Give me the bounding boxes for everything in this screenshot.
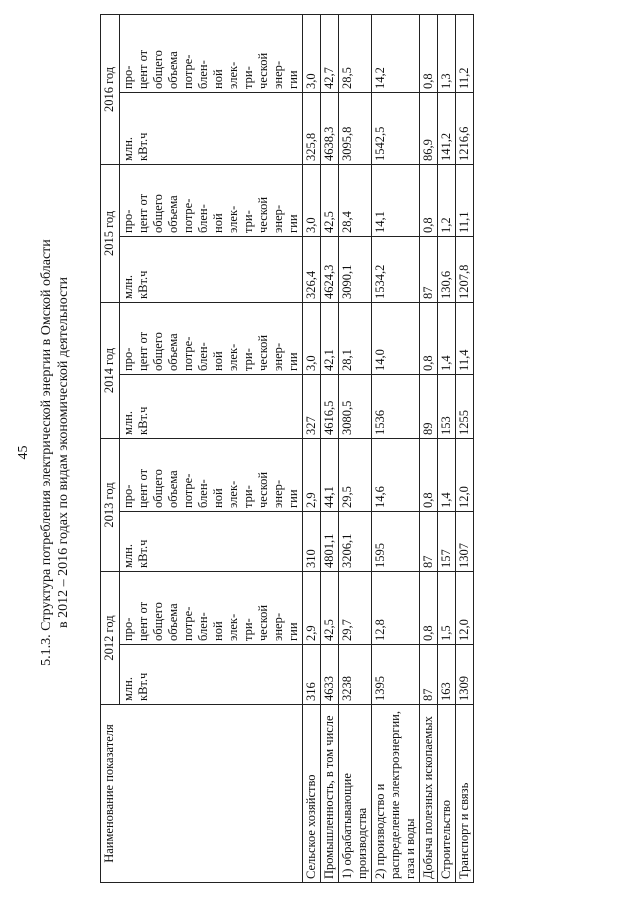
- header-percent-line: потре-: [181, 54, 195, 89]
- value-mln-kwh: 3090,1: [339, 236, 372, 302]
- value-percent: 14,1: [372, 164, 420, 236]
- row-label: Промышленность, в том числе: [321, 705, 339, 883]
- header-percent-line: объема: [166, 195, 180, 233]
- header-unit-line: млн.: [121, 136, 135, 161]
- value-mln-kwh: 1536: [372, 374, 420, 438]
- header-percent-line: про-: [121, 347, 135, 371]
- header-percent-line: ной: [211, 69, 225, 89]
- value-percent: 42,7: [321, 14, 339, 92]
- value-mln-kwh: 89: [420, 374, 438, 438]
- value-percent: 42,5: [321, 571, 339, 644]
- header-name-cell: Наименование показателя: [101, 705, 303, 883]
- value-percent: 12,8: [372, 571, 420, 644]
- header-percent-cell: [120, 438, 303, 511]
- header-percent-line: энер-: [271, 612, 285, 641]
- value-mln-kwh: 1307: [456, 511, 474, 571]
- row-label: Добыча полезных ископаемых: [420, 705, 438, 883]
- value-percent: 3,0: [303, 14, 321, 92]
- header-percent-line: объема: [166, 333, 180, 371]
- header-percent-line: три-: [241, 618, 255, 641]
- header-year-2012: 2012 год: [101, 571, 120, 704]
- header-percent-line: энер-: [271, 342, 285, 371]
- header-percent-line: общего: [151, 469, 165, 508]
- value-percent: 0,8: [420, 571, 438, 644]
- value-percent: 11,4: [456, 302, 474, 374]
- value-percent: 12,0: [456, 571, 474, 644]
- header-percent-line: энер-: [271, 60, 285, 89]
- value-mln-kwh: 326,4: [303, 236, 321, 302]
- header-year-2013: 2013 год: [101, 438, 120, 571]
- value-mln-kwh: 86,9: [420, 92, 438, 164]
- header-percent-line: потре-: [181, 336, 195, 371]
- table-row: [438, 14, 456, 882]
- value-mln-kwh: 1595: [372, 511, 420, 571]
- header-percent-line: объема: [166, 51, 180, 89]
- header-percent-line: цент от: [136, 601, 150, 641]
- header-percent-line: гии: [286, 489, 300, 508]
- value-mln-kwh: 87: [420, 645, 438, 705]
- header-percent-line: потре-: [181, 473, 195, 508]
- header-year-2016: 2016 год: [101, 14, 120, 164]
- header-percent-line: объема: [166, 603, 180, 641]
- value-mln-kwh: 316: [303, 645, 321, 705]
- header-unit-line: кВт.ч: [136, 270, 150, 299]
- value-percent: 28,4: [339, 164, 372, 236]
- value-mln-kwh: 87: [420, 236, 438, 302]
- header-percent-line: ной: [211, 213, 225, 233]
- header-unit-cell: [120, 645, 303, 705]
- header-percent-line: про-: [121, 209, 135, 233]
- header-percent-line: ной: [211, 621, 225, 641]
- value-percent: 11,2: [456, 14, 474, 92]
- header-percent-line: ческой: [256, 604, 270, 641]
- header-percent-line: блен-: [196, 612, 210, 641]
- value-percent: 44,1: [321, 438, 339, 511]
- header-percent-line: гии: [286, 352, 300, 371]
- table-row: [303, 14, 321, 882]
- value-mln-kwh: 1395: [372, 645, 420, 705]
- header-unit-line: кВт.ч: [136, 132, 150, 161]
- table-title: [38, 0, 72, 905]
- value-percent: 2,9: [303, 438, 321, 511]
- value-percent: 29,7: [339, 571, 372, 644]
- header-unit-cell: [120, 236, 303, 302]
- value-percent: 1,2: [438, 164, 456, 236]
- value-percent: 28,1: [339, 302, 372, 374]
- header-percent-line: объема: [166, 470, 180, 508]
- header-unit-line: кВт.ч: [136, 672, 150, 701]
- header-percent-line: общего: [151, 50, 165, 89]
- header-percent-line: общего: [151, 332, 165, 371]
- value-mln-kwh: 1534,2: [372, 236, 420, 302]
- header-percent-line: цент от: [136, 331, 150, 371]
- value-percent: 14,6: [372, 438, 420, 511]
- value-mln-kwh: 130,6: [438, 236, 456, 302]
- header-unit-line: млн.: [121, 274, 135, 299]
- value-mln-kwh: 87: [420, 511, 438, 571]
- value-mln-kwh: 4616,5: [321, 374, 339, 438]
- header-percent-line: потре-: [181, 198, 195, 233]
- header-percent-line: три-: [241, 485, 255, 508]
- table-header: [101, 14, 303, 882]
- header-year-2015: 2015 год: [101, 164, 120, 302]
- value-mln-kwh: 1542,5: [372, 92, 420, 164]
- header-percent-line: блен-: [196, 204, 210, 233]
- header-percent-line: гии: [286, 70, 300, 89]
- value-mln-kwh: 3095,8: [339, 92, 372, 164]
- header-percent-line: блен-: [196, 60, 210, 89]
- header-percent-cell: [120, 164, 303, 236]
- value-percent: 12,0: [456, 438, 474, 511]
- title-line-2: в 2012 – 2016 годах по видам экономической деятельности: [56, 277, 71, 628]
- row-label: Транспорт и связь: [456, 705, 474, 883]
- value-percent: 2,9: [303, 571, 321, 644]
- header-unit-line: кВт.ч: [136, 539, 150, 568]
- value-mln-kwh: 325,8: [303, 92, 321, 164]
- header-percent-line: три-: [241, 210, 255, 233]
- value-percent: 42,1: [321, 302, 339, 374]
- value-percent: 1,4: [438, 302, 456, 374]
- header-percent-line: энер-: [271, 204, 285, 233]
- header-percent-line: три-: [241, 66, 255, 89]
- header-percent-line: потре-: [181, 606, 195, 641]
- value-percent: 14,2: [372, 14, 420, 92]
- header-percent-line: ной: [211, 351, 225, 371]
- header-percent-line: гии: [286, 214, 300, 233]
- header-percent-line: блен-: [196, 479, 210, 508]
- row-label: 2) производство и распределение электроэнергии, газа и воды: [372, 705, 420, 883]
- value-percent: 0,8: [420, 438, 438, 511]
- value-percent: 42,5: [321, 164, 339, 236]
- row-label: Строительство: [438, 705, 456, 883]
- header-unit-line: млн.: [121, 544, 135, 568]
- table-body: [303, 14, 474, 882]
- value-mln-kwh: 141,2: [438, 92, 456, 164]
- value-mln-kwh: 1216,6: [456, 92, 474, 164]
- header-percent-line: общего: [151, 602, 165, 641]
- value-percent: 3,0: [303, 164, 321, 236]
- header-percent-line: про-: [121, 617, 135, 641]
- header-percent-line: гии: [286, 622, 300, 641]
- header-percent-line: про-: [121, 65, 135, 89]
- header-unit-cell: [120, 92, 303, 164]
- value-mln-kwh: 310: [303, 511, 321, 571]
- value-mln-kwh: 3238: [339, 645, 372, 705]
- header-percent-line: цент от: [136, 468, 150, 508]
- header-percent-line: цент от: [136, 193, 150, 233]
- header-unit-line: млн.: [121, 677, 135, 701]
- header-percent-cell: [120, 302, 303, 374]
- value-mln-kwh: 4638,3: [321, 92, 339, 164]
- header-percent-line: три-: [241, 348, 255, 371]
- page-number: 45: [16, 445, 31, 460]
- value-percent: 14,0: [372, 302, 420, 374]
- header-percent-line: энер-: [271, 479, 285, 508]
- header-percent-line: ной: [211, 488, 225, 508]
- row-label: 1) обрабатывающие производства: [339, 705, 372, 883]
- header-percent-line: ческой: [256, 52, 270, 89]
- header-percent-line: элек-: [226, 613, 240, 641]
- value-percent: 1,3: [438, 14, 456, 92]
- value-percent: 1,5: [438, 571, 456, 644]
- table-row: [372, 14, 420, 882]
- header-percent-line: элек-: [226, 61, 240, 89]
- header-unit-cell: [120, 374, 303, 438]
- table-row: [456, 14, 474, 882]
- row-label: Сельское хозяйство: [303, 705, 321, 883]
- value-mln-kwh: 3206,1: [339, 511, 372, 571]
- value-percent: 0,8: [420, 302, 438, 374]
- table-row: [339, 14, 372, 882]
- value-mln-kwh: 1309: [456, 645, 474, 705]
- header-percent-cell: [120, 14, 303, 92]
- title-line-1: 5.1.3. Структура потребления электрической энергии в Омской области: [39, 239, 54, 666]
- value-mln-kwh: 163: [438, 645, 456, 705]
- header-percent-cell: [120, 571, 303, 644]
- value-percent: 28,5: [339, 14, 372, 92]
- consumption-table: [100, 14, 474, 883]
- header-year-2014: 2014 год: [101, 302, 120, 438]
- header-percent-line: блен-: [196, 342, 210, 371]
- value-mln-kwh: 3080,5: [339, 374, 372, 438]
- header-percent-line: ческой: [256, 334, 270, 371]
- header-percent-line: про-: [121, 484, 135, 508]
- header-percent-line: ческой: [256, 196, 270, 233]
- header-unit-cell: [120, 511, 303, 571]
- value-mln-kwh: 4624,3: [321, 236, 339, 302]
- value-percent: 3,0: [303, 302, 321, 374]
- value-mln-kwh: 4633: [321, 645, 339, 705]
- value-mln-kwh: 157: [438, 511, 456, 571]
- header-unit-line: кВт.ч: [136, 406, 150, 435]
- header-percent-line: элек-: [226, 480, 240, 508]
- header-unit-line: млн.: [121, 411, 135, 435]
- value-percent: 0,8: [420, 164, 438, 236]
- value-mln-kwh: 153: [438, 374, 456, 438]
- header-percent-line: элек-: [226, 205, 240, 233]
- header-percent-line: элек-: [226, 343, 240, 371]
- value-mln-kwh: 327: [303, 374, 321, 438]
- value-mln-kwh: 4801,1: [321, 511, 339, 571]
- value-percent: 29,5: [339, 438, 372, 511]
- value-percent: 1,4: [438, 438, 456, 511]
- header-percent-line: общего: [151, 194, 165, 233]
- value-mln-kwh: 1255: [456, 374, 474, 438]
- value-percent: 0,8: [420, 14, 438, 92]
- value-percent: 11,1: [456, 164, 474, 236]
- table-row: [321, 14, 339, 882]
- value-mln-kwh: 1207,8: [456, 236, 474, 302]
- table-row: [420, 14, 438, 882]
- header-percent-line: ческой: [256, 471, 270, 508]
- header-percent-line: цент от: [136, 49, 150, 89]
